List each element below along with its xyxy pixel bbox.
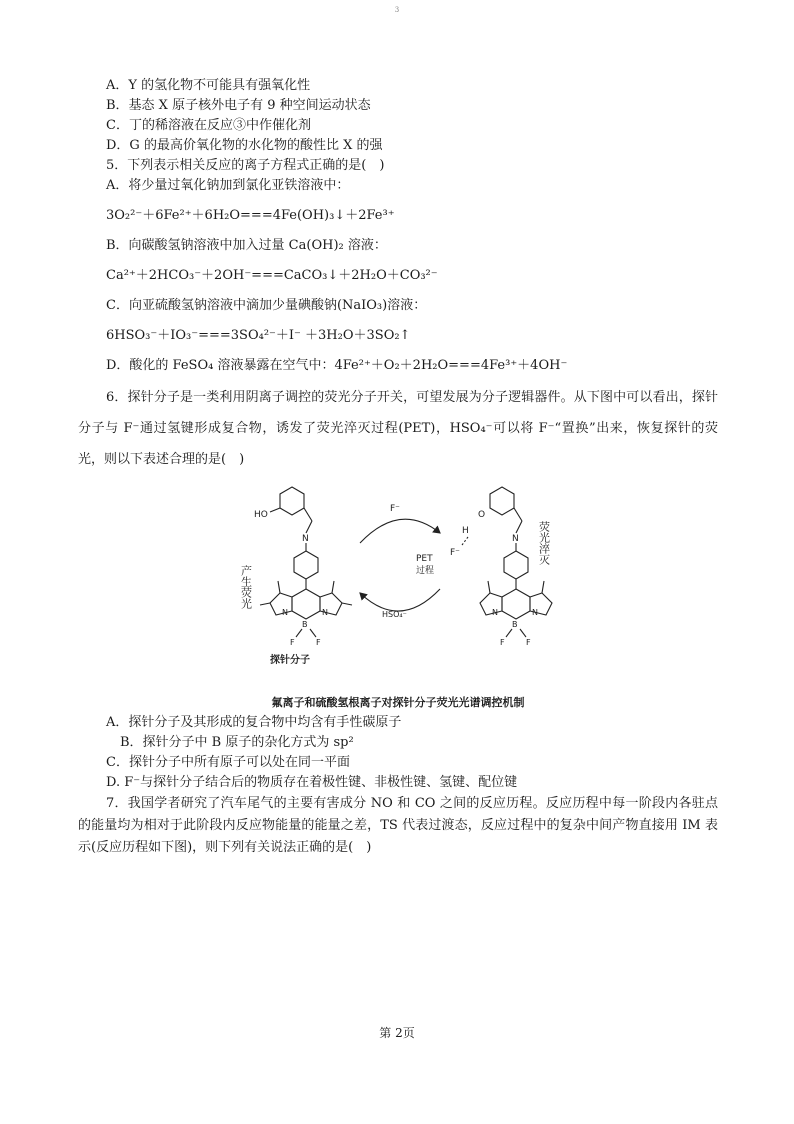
q6-stem: 6．探针分子是一类利用阴离子调控的荧光分子开关，可望发展为分子逻辑器件。从下图中可以看出，探针分子与 F⁻通过氢键形成复合物，诱发了荧光淬灭过程(PET)，HSO₄⁻可以将 F⁻“置换”出来，恢复探针的荧光，则以下表述合理的是( ) — [78, 390, 718, 467]
svg-text:N: N — [492, 608, 498, 617]
q5-option-b-equation: Ca²⁺＋2HCO₃⁻＋2OH⁻===CaCO₃↓＋2H₂O＋CO₃²⁻ — [106, 268, 438, 283]
q4-option-b: B．基态 X 原子核外电子有 9 种空间运动状态 — [106, 98, 371, 113]
svg-text:O: O — [478, 510, 486, 520]
q5-option-b-label: B．向碳酸氢钠溶液中加入过量 Ca(OH)₂ 溶液： — [106, 238, 387, 253]
q5-option-d: D．酸化的 FeSO₄ 溶液暴露在空气中：4Fe²⁺＋O₂＋2H₂O===4Fe³⁺＋4OH⁻ — [106, 358, 568, 373]
svg-text:N: N — [512, 534, 519, 544]
n-label: N — [302, 534, 309, 544]
q5-option-c-equation: 6HSO₃⁻＋IO₃⁻===3SO₄²⁻＋I⁻ ＋3H₂O＋3SO₂↑ — [106, 328, 411, 343]
q4-option-c: C．丁的稀溶液在反应③中作催化剂 — [106, 118, 311, 133]
svg-text:F: F — [526, 638, 531, 647]
probe-mechanism-figure — [78, 481, 718, 691]
q5-option-a-label: A．将少量过氧化钠加到氯化亚铁溶液中： — [106, 178, 350, 193]
label-quenching — [538, 520, 551, 566]
mechanism-diagram — [240, 481, 560, 681]
svg-text:N: N — [322, 608, 328, 617]
q6-option-c: C．探针分子中所有原子可以处在同一平面 — [106, 755, 350, 770]
svg-text:荧光淬灭: 荧光淬灭 — [537, 521, 551, 565]
q5-option-a-equation: 3O₂²⁻＋6Fe²⁺＋6H₂O===4Fe(OH)₃↓＋2Fe³⁺ — [106, 208, 395, 223]
page-content — [78, 76, 718, 859]
probe-molecule-label: 探针分子 — [270, 655, 310, 666]
q5-stem: 5．下列表示相关反应的离子方程式正确的是( ) — [106, 158, 385, 173]
label-fluorescence — [240, 564, 253, 610]
q5-option-c-label: C．向亚硫酸氢钠溶液中滴加少量碘酸钠(NaIO₃)溶液： — [106, 298, 427, 313]
q6-option-d: D. F⁻与探针分子结合后的物质存在着极性键、非极性键、氢键、配位键 — [106, 775, 518, 790]
b-label: B — [302, 620, 308, 629]
reaction-cycle-arrows — [360, 504, 440, 619]
page-number: 第 2页 — [379, 1026, 415, 1040]
bisulfate-arrow-label: HSO₄⁻ — [382, 610, 407, 619]
svg-text:N: N — [282, 608, 288, 617]
svg-text:F: F — [290, 638, 295, 647]
svg-text:F: F — [316, 638, 321, 647]
q4-option-a: A．Y 的氢化物不可能具有强氧化性 — [106, 78, 311, 93]
figure-caption: 氟离子和硫酸氢根离子对探针分子荧光光谱调控机制 — [271, 696, 525, 709]
q6-option-b: B．探针分子中 B 原子的杂化方式为 sp² — [120, 735, 354, 750]
q6-option-a: A．探针分子及其形成的复合物中均含有手性碳原子 — [106, 715, 402, 730]
q4-option-d: D．G 的最高价氧化物的水化物的酸性比 X 的强 — [106, 138, 383, 153]
svg-text:产生荧光: 产生荧光 — [240, 565, 253, 609]
h-label: H — [462, 526, 469, 536]
svg-text:N: N — [532, 608, 538, 617]
ho-label: HO — [254, 510, 268, 520]
svg-text:B: B — [512, 620, 518, 629]
bound-fluoride-label: F⁻ — [450, 548, 460, 558]
pet-process-label: 过程 — [416, 566, 435, 576]
svg-text:F: F — [500, 638, 505, 647]
q7-stem: 7．我国学者研究了汽车尾气的主要有害成分 NO 和 CO 之间的反应历程。反应历程中每一阶段内各驻点的能量均为相对于此阶段内反应物能量的能量之差，TS 代表过渡态，反应过程中的复杂中间产物直接用 IM 表示(反应历程如下图)，则下列有关说法正确的是( ) — [78, 796, 718, 855]
probe-molecule-left — [254, 487, 352, 647]
probe-complex-right — [450, 487, 552, 647]
page-top-mark: 3 — [394, 6, 400, 14]
pet-label: PET — [416, 554, 433, 564]
fluoride-arrow-label: F⁻ — [390, 504, 400, 514]
